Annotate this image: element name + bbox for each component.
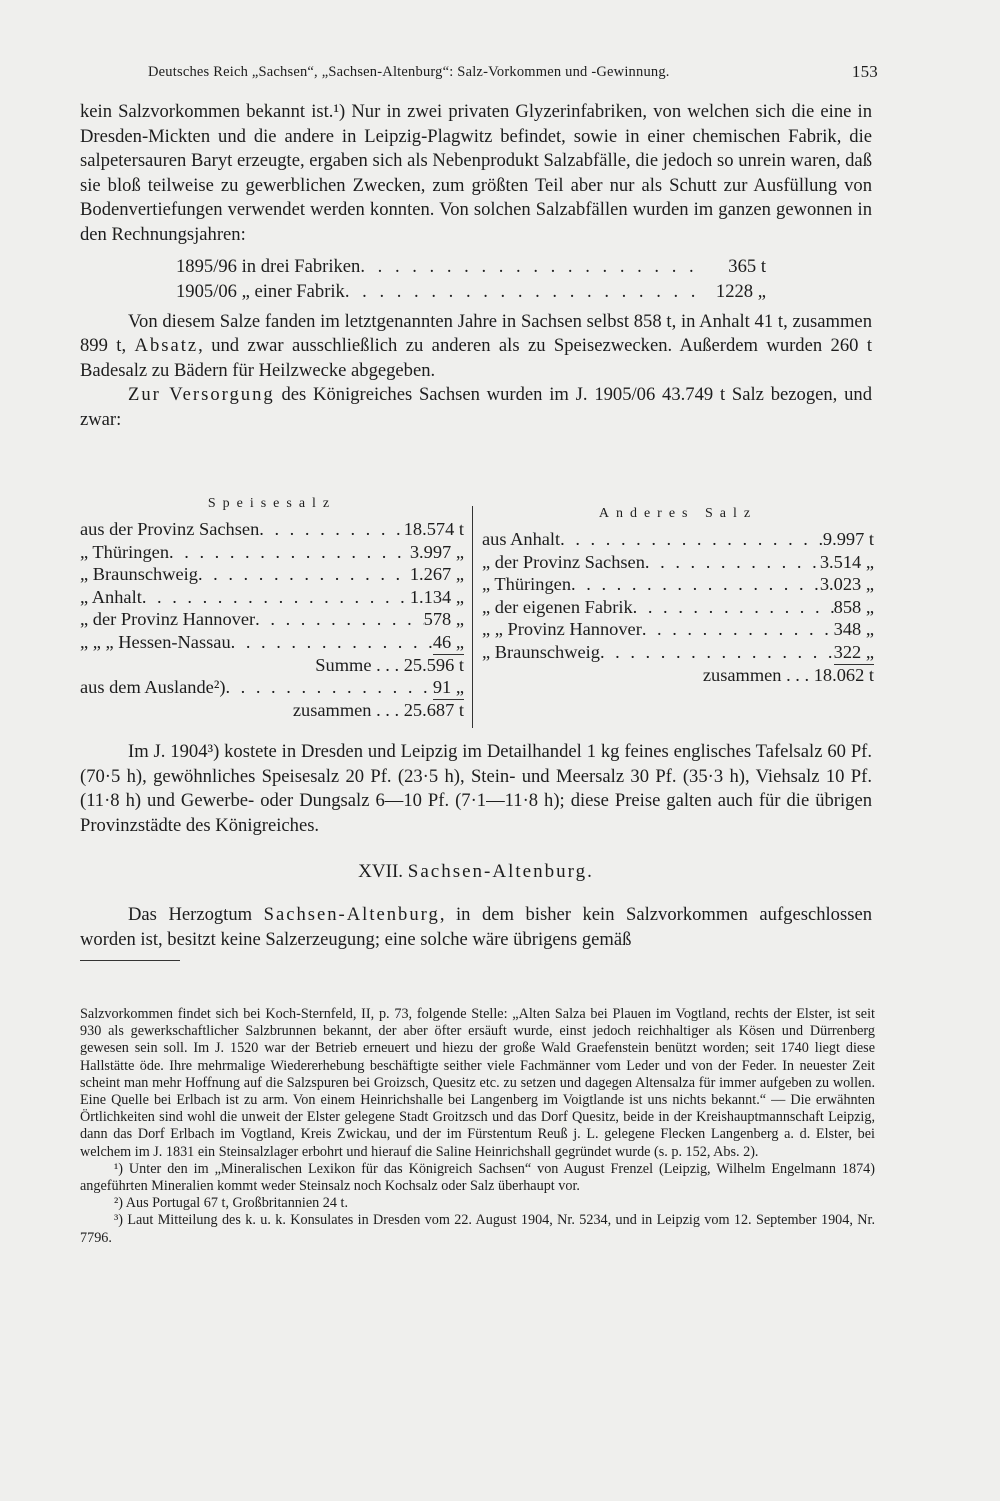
spaced-term: Sachsen-Altenburg: [263, 903, 440, 925]
spaced-term: Zur Versorgung: [128, 384, 275, 406]
total-value: 18.062 t: [813, 664, 874, 685]
row-label: „ Anhalt: [80, 586, 142, 607]
row-value: 9.997 t: [822, 529, 874, 549]
leader-dots: [255, 608, 423, 631]
table-row: [80, 631, 464, 654]
chapter-heading: [80, 860, 872, 885]
table-row: [80, 541, 464, 564]
leader-dots: [259, 518, 403, 541]
footnote-3: ³) Laut Mitteilung des k. u. k. Konsulates in Dresden vom 22. August 1904, Nr. 5234, und in Leipzig vom 12. September 1904, Nr. 7796.: [80, 1212, 875, 1246]
row-label: „ Thüringen: [482, 574, 572, 595]
footnote-2: ²) Aus Portugal 67 t, Großbritannien 24 t.: [114, 1195, 348, 1212]
total-row: [80, 699, 464, 722]
sum-label: Summe . . .: [315, 654, 400, 675]
row-label: „ Thüringen: [80, 541, 170, 562]
paragraph-4: Im J. 1904³) kostete in Dresden und Leipzig im Detailhandel 1 kg feines englisches Tafelsalz 60 Pf. (70·5 h), gewöhnliches Speisesalz 20 Pf. (23·5 h), Stein- und Meersalz 30 Pf. (35·3 h), Viehsalz 10 Pf. (11·8 h) und Gewerbe- oder Dungsalz 6—10 Pf. (7·1—11·8 h); diese Preise galten auch für die übrigen Provinzstädte des Königreiches.: [80, 741, 872, 836]
leader-dots: [225, 676, 432, 699]
total-label: zusammen . . .: [292, 699, 400, 720]
total-row: [482, 664, 874, 687]
leader-dots: [360, 254, 696, 279]
row-value: 3.997 „: [409, 541, 464, 562]
row-value: 1.134 „: [409, 586, 464, 607]
leader-dots: [198, 563, 410, 586]
table-row: [482, 551, 874, 574]
sum-value: 25.596 t: [403, 654, 464, 675]
chapter-number: XVII.: [358, 861, 404, 883]
table-row: [482, 528, 874, 551]
production-row: [176, 279, 766, 304]
row-value: 3.514 „: [819, 551, 874, 572]
abroad-row: [80, 676, 464, 699]
table-row: [80, 563, 464, 586]
leader-dots: [345, 279, 696, 304]
row-value: 322 „: [834, 641, 874, 665]
paragraph-2-text-end: , und zwar ausschließlich zu anderen als zu Speisezwecken. Außerdem wurden 260 t Badesalz zu Bädern für Heilzwecke abgegeben.: [80, 335, 873, 381]
abroad-value: 91 „: [433, 676, 464, 700]
paragraph-5: [80, 903, 872, 952]
leader-dots: [169, 541, 410, 564]
spaced-term: Absatz: [134, 335, 199, 357]
main-text-continued: [80, 740, 872, 983]
row-value: 348 „: [833, 619, 874, 640]
table-row: [482, 641, 874, 664]
leader-dots: [142, 586, 410, 609]
main-text: [80, 100, 872, 433]
footnotes: [80, 1006, 875, 1247]
table-heading: Speisesalz: [207, 496, 337, 511]
table-anderes-salz: [482, 496, 874, 686]
leader-dots: [645, 551, 820, 574]
leader-dots: [560, 528, 823, 551]
footnote-separator: [80, 960, 180, 961]
total-value: 25.687 t: [403, 699, 464, 720]
leader-dots: [633, 596, 834, 619]
salt-supply-tables: [80, 496, 880, 728]
paragraph-5-text-end: , in dem bisher kein Salzvorkommen aufgeschlossen worden ist, besitzt keine Salzerzeugung; eine solche wäre übrigens gemäß: [80, 903, 872, 950]
page-number: 153: [851, 62, 878, 81]
row-label: aus Anhalt: [482, 529, 561, 549]
table-row: [80, 518, 464, 541]
production-value: 365 t: [728, 255, 766, 277]
production-label: 1895/96 in drei Fabriken: [176, 255, 361, 277]
row-value: 46 „: [433, 631, 464, 655]
paragraph-1: kein Salzvorkommen bekannt ist.¹) Nur in zwei privaten Glyzerinfabriken, von welchen sich die eine in Dresden-Mickten und die andere in Leipzig-Plagwitz befindet, sowie in einer chemischen Fabrik, die salpetersauren Baryt erzeugte, ergaben sich als Nebenprodukt Salzabfälle, die jedoch so unrein waren, daß sie bloß teilweise zu gewerblichen Zwecken, zum größten Teil aber nur als Schutt zur Ausfüllung von Bodenvertiefungen verwendet werden konnten. Von solchen Salzabfällen wurden im ganzen gewonnen in den Rechnungsjahren:: [80, 101, 872, 245]
footnote-1: ¹) Unter den im „Mineralischen Lexikon für das Königreich Sachsen“ von August Frenzel (Leipzig, Wilhelm Engelmann 1874) angeführten Mineralien kommt weder Steinsalz noch Kochsalz oder Salz überhaupt vor.: [80, 1160, 875, 1195]
row-label: „ der eigenen Fabrik: [482, 596, 633, 617]
paragraph-2-text: Von diesem Salze fanden im letztgenannten Jahre in Sachsen selbst 858 t, in Anhalt 41 t, zusammen 899 t,: [80, 310, 872, 357]
row-label: aus der Provinz Sachsen: [80, 519, 260, 539]
row-label: „ „ „ Hessen-Nassau: [80, 631, 231, 652]
leader-dots: [231, 631, 433, 654]
row-value: 3.023 „: [819, 574, 874, 595]
total-label: zusammen . . .: [702, 664, 810, 685]
row-label: „ Braunschweig: [80, 564, 198, 585]
row-label: „ „ Provinz Hannover: [482, 619, 642, 640]
sum-row: [80, 654, 464, 677]
paragraph-3-text: des Königreiches Sachsen wurden im J. 1905/06 43.749 t Salz bezogen, und zwar:: [80, 384, 872, 430]
production-row: [176, 254, 766, 279]
leader-dots: [571, 573, 820, 596]
table-speisesalz: [80, 496, 464, 721]
chapter-title: Sachsen-Altenburg.: [407, 861, 594, 883]
paragraph-3: [80, 383, 872, 432]
footnote-continued: Salzvorkommen findet sich bei Koch-Sternfeld, II, p. 73, folgende Stelle: „Alten Salza bei Plauen im Vogtland, rechts der Elster, ist seit 930 als gewerkschaftlicher Salzbrunnen bekannt, der aber öfter ersäuft wurde, einst jedoch reichhaltiger als Kösen und Dürrenberg gewesen sein soll. Im J. 1520 war der Betrieb erneuert und hiezu der große Wald Graefenstein benützt worden; seit 1740 liegt diese Hallstätte öde. Ihre mehrmalige Wiedererhebung beschäftigte seither viele Fachmänner vom Leder und von der Feder. In neuester Zeit scheint man mehr Hoffnung auf die Salzspuren bei Groizsch, Quesitz etc. zu setzen und dagegen Altensalza für immer aufgeben zu wollen. Eine Quelle bei Erlbach ist zu arm. Von einem Heinrichshalle bei Langenberg im Voigtlande ist uns nichts bekannt.“ — Die erwähnten Örtlichkeiten sind wohl die unweit der Elster gelegene Stadt Groitzsch und das Dorf Quesitz, beide in der Kreishauptmannschaft Leipzig, dann das Dorf Erlbach im Vogtland, Kreis Zwickau, und der im Fürstentum Reuß j. L. gelegene Flecken Langenberg a. d. Elster, bei welchem im J. 1831 ein Steinsalzlager erbohrt und hierauf die Saline Heinrichshall gegründet wurde (s. p. 152, Abs. 2).: [80, 1006, 875, 1160]
column-divider: [472, 506, 473, 728]
leader-dots: [642, 618, 834, 641]
table-row: [80, 586, 464, 609]
row-value: 578 „: [423, 609, 464, 630]
leader-dots: [600, 641, 834, 664]
paragraph-2: [80, 310, 872, 384]
table-row: [482, 618, 874, 641]
running-title: Deutsches Reich „Sachsen“, „Sachsen-Altenburg“: Salz-Vorkommen und -Gewinnung.: [148, 64, 670, 80]
row-value: 18.574 t: [403, 519, 464, 539]
paragraph-5-text: Das Herzogtum: [128, 903, 264, 925]
production-list: [176, 254, 872, 304]
row-label: „ der Provinz Sachsen: [482, 551, 645, 572]
table-row: [80, 608, 464, 631]
row-label: „ Braunschweig: [482, 641, 600, 662]
abroad-label: aus dem Auslande²): [80, 677, 226, 698]
table-row: [482, 573, 874, 596]
table-heading: Anderes Salz: [598, 506, 758, 521]
production-value: 1228 „: [715, 280, 766, 302]
row-value: 1.267 „: [409, 564, 464, 585]
running-header: [148, 64, 878, 81]
row-label: „ der Provinz Hannover: [80, 609, 256, 630]
production-label: 1905/06 „ einer Fabrik: [176, 280, 345, 302]
table-row: [482, 596, 874, 619]
row-value: 858 „: [833, 596, 874, 617]
